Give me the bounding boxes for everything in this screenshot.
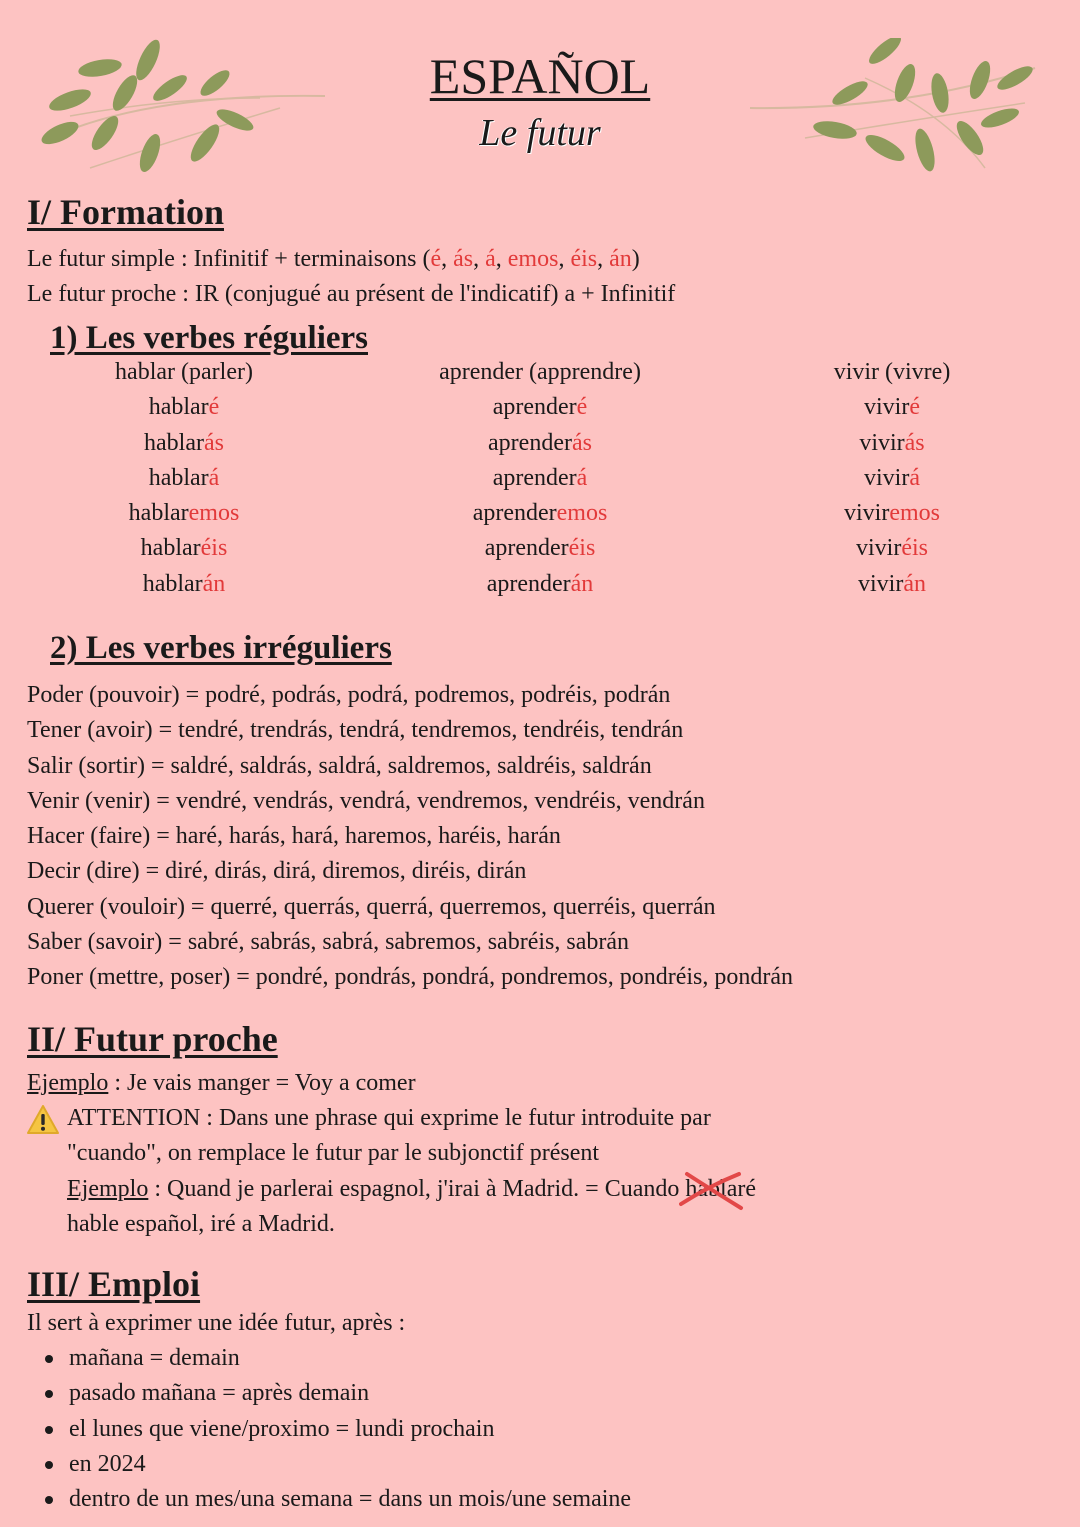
irregular-verbs-list — [27, 678, 793, 996]
conjugation-row: aprenderemos — [472, 500, 608, 527]
list-item: mañana = demain — [27, 1341, 631, 1376]
irregular-verb-line: Salir (sortir) = saldré, saldrás, saldrá, saldremos, saldréis, saldrán — [27, 752, 652, 779]
section-heading-formation: I/ Formation — [27, 192, 224, 232]
conjugation-row: hablarán — [142, 570, 226, 597]
warning-icon — [26, 1104, 60, 1136]
conjugation-row: aprenderéis — [484, 535, 596, 562]
list-item: en 2024 — [27, 1447, 631, 1482]
conjugation-row: hablaré — [148, 394, 220, 421]
irregular-verb-line: Hacer (faire) = haré, harás, hará, haremos, haréis, harán — [27, 823, 561, 850]
attention-line-1: ATTENTION : Dans une phrase qui exprime le futur introduite par — [67, 1105, 711, 1131]
emploi-intro: Il sert à exprimer une idée futur, après : — [27, 1310, 406, 1336]
irregular-verb-line: Querer (vouloir) = querré, querrás, querrá, querremos, querréis, querrán — [27, 893, 716, 920]
conjugation-row: aprenderás — [488, 429, 592, 456]
conjugation-row: aprenderé — [492, 394, 588, 421]
page-subtitle: Le futur — [479, 112, 601, 154]
example2-line: Ejemplo : Quand je parlerai espagnol, j'irai à Madrid. = Cuando hablaré — [67, 1172, 756, 1207]
irregular-verb-line: Decir (dire) = diré, dirás, dirá, diremos, diréis, dirán — [27, 858, 527, 885]
irregular-verb-line: Poner (mettre, poser) = pondré, pondrás, pondrá, pondremos, pondréis, pondrán — [27, 964, 794, 991]
conjugation-row: hablarás — [144, 429, 224, 456]
futur-simple-line: Le futur simple : Infinitif + terminaisons (é, ás, á, emos, éis, án) — [27, 246, 640, 272]
conjugation-row: hablaremos — [128, 500, 240, 527]
emploi-list — [27, 1341, 631, 1517]
section-heading-emploi: III/ Emploi — [27, 1264, 201, 1304]
list-item: el lunes que viene/proximo = lundi prochain — [27, 1412, 631, 1447]
verb-infinitive: aprender (apprendre) — [439, 359, 641, 385]
example2-line-2: hable español, iré a Madrid. — [67, 1211, 335, 1237]
conjugation-row: hablará — [148, 464, 220, 491]
attention-line-2: "cuando", on remplace le futur par le subjonctif présent — [67, 1140, 600, 1166]
section-heading-futur-proche: II/ Futur proche — [27, 1019, 278, 1059]
conjugation-row: viviremos — [844, 500, 940, 527]
futur-proche-line: Le futur proche : IR (conjugué au présent de l'indicatif) a + Infinitif — [27, 281, 676, 307]
verb-infinitive: hablar (parler) — [115, 359, 253, 385]
irregular-verb-line: Poder (pouvoir) = podré, podrás, podrá, podremos, podréis, podrán — [27, 682, 671, 708]
conjugation-row: vivirá — [864, 464, 920, 491]
conjugation-row: hablaréis — [140, 535, 228, 562]
example-line: Ejemplo : Je vais manger = Voy a comer — [27, 1070, 416, 1096]
irregular-verb-line: Saber (savoir) = sabré, sabrás, sabrá, sabremos, sabréis, sabrán — [27, 929, 629, 956]
conjugation-row: vivirás — [859, 429, 925, 456]
list-item: dentro de un mes/una semana = dans un mois/une semaine — [27, 1482, 631, 1517]
verb-infinitive: vivir (vivre) — [833, 359, 951, 385]
conjugation-column-aprender — [410, 355, 670, 602]
conjugation-row: vivirán — [858, 570, 926, 597]
strike-cross-icon — [679, 1170, 749, 1212]
subheading-regular-verbs: 1) Les verbes réguliers — [50, 320, 368, 356]
irregular-verb-line: Venir (venir) = vendré, vendrás, vendrá, vendremos, vendréis, vendrán — [27, 787, 705, 814]
list-item: pasado mañana = après demain — [27, 1376, 631, 1411]
conjugation-row: aprenderán — [486, 570, 594, 597]
conjugation-row: viviréis — [856, 535, 928, 562]
conjugation-column-hablar — [84, 355, 284, 602]
conjugation-column-vivir — [802, 355, 982, 602]
conjugation-row: viviré — [864, 394, 920, 421]
conjugation-row: aprenderá — [492, 464, 588, 491]
irregular-verb-line: Tener (avoir) = tendré, trendrás, tendrá, tendremos, tendréis, tendrán — [27, 717, 684, 744]
subheading-irregular-verbs: 2) Les verbes irréguliers — [50, 630, 392, 666]
crossed-out-word: hablaré — [685, 1172, 756, 1207]
page-title: ESPAÑOL — [429, 48, 651, 104]
